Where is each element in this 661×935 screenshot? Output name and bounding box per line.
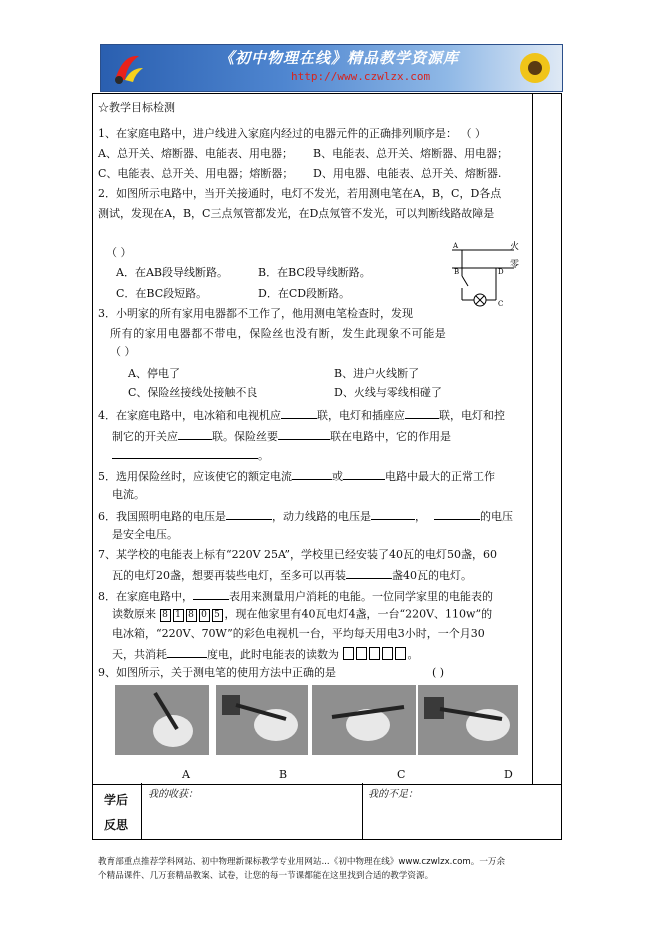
q2-option-a: A．在AB段导线断路。 <box>116 266 228 279</box>
meter-box[interactable] <box>382 647 393 660</box>
q7-line2 <box>112 567 472 583</box>
q6-blank-3[interactable] <box>434 508 480 520</box>
label-b: B <box>454 268 460 276</box>
q3-option-a: A、停电了 <box>128 367 180 380</box>
meter-box[interactable] <box>395 647 406 660</box>
tester-photo-b <box>216 685 308 755</box>
label-a: A <box>453 242 459 250</box>
photo-label-c: C <box>397 768 406 781</box>
q4-line2 <box>112 428 451 444</box>
right-margin-cell <box>531 93 562 785</box>
q5-blank-2[interactable] <box>343 468 385 480</box>
meter-answer-boxes[interactable] <box>343 647 408 664</box>
q3-option-d: D、火线与零线相碰了 <box>334 386 442 399</box>
q7-blank-1[interactable] <box>346 567 392 579</box>
q7-text-1: 瓦的电灯20盏，想要再装些电灯，至多可以再装 <box>112 569 346 582</box>
hand-tester-d-icon <box>418 685 518 755</box>
q4-text-1: 4．在家庭电路中，电冰箱和电视机应 <box>98 409 281 422</box>
q5-text-2: 或 <box>332 470 343 483</box>
q2-option-b: B．在BC段导线断路。 <box>258 266 371 279</box>
banner-title: 《初中物理在线》精品教学资源库 <box>219 49 460 67</box>
q8-text-3: 读数原来 <box>112 607 156 621</box>
q4-text-2: 联，电灯和插座应 <box>317 409 405 422</box>
q3-option-c: C、保险丝接线处接触不良 <box>128 386 258 399</box>
q6-text-1: 6．我国照明电路的电压是 <box>98 510 226 523</box>
meter-digit: 5 <box>212 609 223 622</box>
hand-tester-b-icon <box>216 685 308 755</box>
q2-option-d: D．在CD段断路。 <box>258 287 351 300</box>
q4-line3 <box>112 447 269 463</box>
banner-url[interactable]: http://www.czwlzx.com <box>291 70 431 83</box>
q8-line1 <box>98 588 493 604</box>
reflection-divider <box>362 783 363 839</box>
q6-text-4: 的电压 <box>480 510 513 523</box>
q8-line2 <box>112 607 492 622</box>
q2-line1: 2．如图所示电路中，当开关接通时，电灯不发光，若用测电笔在A，B，C，D各点 <box>98 187 502 200</box>
q3-option-b: B、进户火线断了 <box>334 367 420 380</box>
q6-line2: 是安全电压。 <box>112 528 178 541</box>
q3-line1: 3．小明家的所有家用电器都不工作了，他用测电笔检查时，发现 <box>98 307 413 320</box>
photo-label-d: D <box>504 768 513 781</box>
q9-paren: ( ) <box>432 666 445 679</box>
q3-line2: 所有的家用电器都不带电，保险丝也没有断，发生此现象不可能是 <box>110 327 447 340</box>
q4-blank-4[interactable] <box>278 428 330 440</box>
switch-icon <box>462 276 468 286</box>
site-logo-icon <box>109 50 149 86</box>
q4-blank-5[interactable] <box>112 447 258 459</box>
photo-label-a: A <box>182 768 190 781</box>
my-gains-field[interactable]: 我的收获： <box>148 789 198 800</box>
q2-paren: （ ） <box>106 246 132 259</box>
q1-option-c: C、电能表、总开关、用电器；熔断器； <box>98 167 294 180</box>
header-banner <box>100 44 563 92</box>
q8-text-6: 度电，此时电能表的读数为 <box>207 648 339 661</box>
q4-text-5: 联。保险丝要 <box>212 430 278 443</box>
q2-option-c: C．在BC段短路。 <box>116 287 208 300</box>
q4-text-3: 联，电灯和控 <box>439 409 505 422</box>
q6-text-2: ，动力线路的电压是 <box>272 510 371 523</box>
meter-box[interactable] <box>356 647 367 660</box>
q4-text-7: 。 <box>258 449 269 462</box>
hand-tester-a-icon <box>115 685 209 755</box>
label-d: D <box>498 268 504 276</box>
meter-digit: 0 <box>199 609 210 622</box>
footer-line-2: 个精品课件、几万套精品教案、试卷，让您的每一节课都能在这里找到合适的教学资源。 <box>98 871 434 881</box>
hand-tester-c-icon <box>312 685 416 755</box>
q7-text-2: 盏40瓦的电灯。 <box>392 569 472 582</box>
q8-text-7: 。 <box>407 648 419 661</box>
my-shortcomings-field[interactable]: 我的不足： <box>368 789 418 800</box>
q1-option-a: A、总开关、熔断器、电能表、用电器； <box>98 147 293 160</box>
q4-blank-2[interactable] <box>405 407 439 419</box>
q7-line1: 7、某学校的电能表上标有“220V 25A”，学校里已经安装了40瓦的电灯50盏，60 <box>98 548 497 561</box>
section-title: ☆教学目标检测 <box>98 101 175 114</box>
q6-blank-2[interactable] <box>371 508 415 520</box>
meter-box[interactable] <box>343 647 354 660</box>
q4-text-4: 制它的开关应 <box>112 430 178 443</box>
meter-reading <box>160 607 225 622</box>
meter-digit: 8 <box>186 609 197 622</box>
page-footer <box>98 855 568 883</box>
q5-text-3: 电路中最大的正常工作 <box>385 470 495 483</box>
meter-box[interactable] <box>369 647 380 660</box>
circuit-diagram <box>448 240 528 310</box>
label-c: C <box>498 300 504 308</box>
tester-photo-a <box>115 685 209 755</box>
q8-blank-1[interactable] <box>193 588 229 600</box>
q8-text-1: 8．在家庭电路中， <box>98 590 193 603</box>
q5-line2: 电流。 <box>112 488 145 501</box>
q4-text-6: 联在电路中，它的作用是 <box>330 430 451 443</box>
reflection-label-1: 学后 <box>104 793 129 807</box>
q8-blank-2[interactable] <box>167 646 207 658</box>
q4-line1 <box>98 407 505 423</box>
tester-photo-c <box>312 685 416 755</box>
footer-line-1: 教育部重点推荐学科网站、初中物理新课标教学专业用网站...《初中物理在线》www.czwlzx.com。一万余 <box>98 857 506 867</box>
q2-line2: 测试，发现在A，B，C三点氖管都发光，在D点氖管不发光，可以判断线路故障是 <box>98 207 495 220</box>
sunflower-icon <box>518 51 552 85</box>
tester-photo-d <box>418 685 518 755</box>
q8-line4 <box>112 646 419 664</box>
q6-text-3: ， <box>415 510 426 523</box>
q1-option-b: B、电能表、总开关、熔断器、用电器； <box>313 147 509 160</box>
q1-option-d: D、用电器、电能表、总开关、熔断器. <box>313 167 502 180</box>
q8-text-5: 天，共消耗 <box>112 648 167 661</box>
label-fire: 火 <box>510 242 520 252</box>
q8-text-4: ，现在他家里有40瓦电灯4盏，一台“220V、110w”的 <box>224 607 493 621</box>
q9-stem: 9、如图所示，关于测电笔的使用方法中正确的是 <box>98 666 336 679</box>
reflection-label-2: 反思 <box>104 818 129 832</box>
q4-blank-1[interactable] <box>281 407 317 419</box>
q8-text-2: 表用来测量用户消耗的电能。一位同学家里的电能表的 <box>229 590 493 603</box>
q4-blank-3[interactable] <box>178 428 212 440</box>
photo-label-b: B <box>279 768 288 781</box>
meter-digit: 8 <box>160 609 171 622</box>
q5-line1 <box>98 468 495 484</box>
q1-stem: 1、在家庭电路中，进户线进入家庭内经过的电器元件的正确排列顺序是： （ ） <box>98 127 486 140</box>
q8-line3: 电冰箱，“220V、70W”的彩色电视机一台，平均每天用电3小时，一个月30 <box>112 627 485 640</box>
meter-digit: 1 <box>173 609 184 622</box>
q6-blank-1[interactable] <box>226 508 272 520</box>
q5-text-1: 5．选用保险丝时，应该使它的额定电流 <box>98 470 292 483</box>
q5-blank-1[interactable] <box>292 468 332 480</box>
q3-paren: （ ） <box>110 345 136 358</box>
q6-line1 <box>98 508 513 524</box>
label-zero: 零 <box>510 260 520 270</box>
